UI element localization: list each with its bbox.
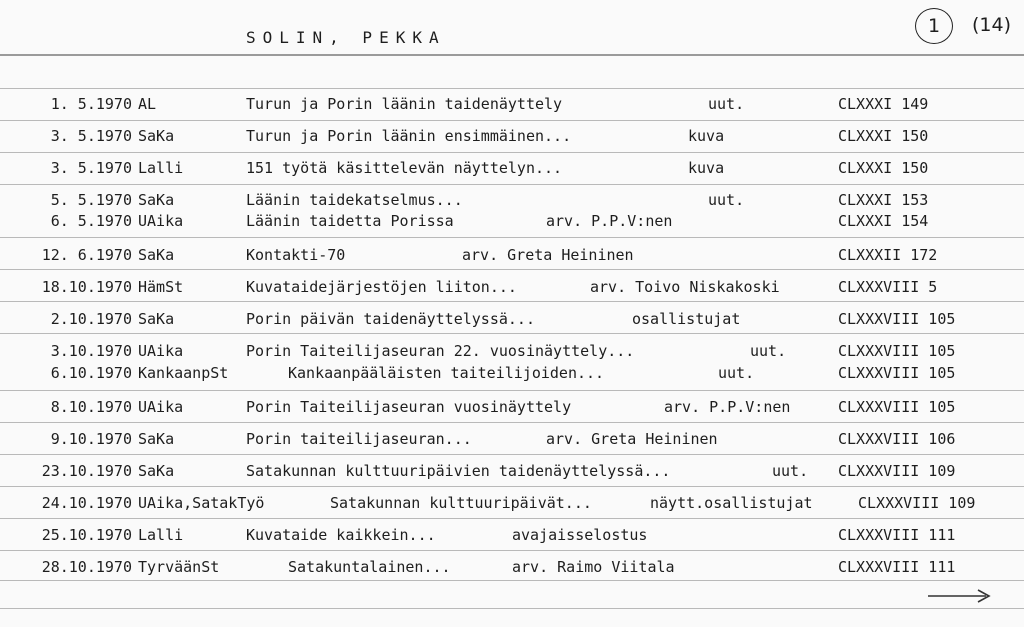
entry-date: 8.10.1970 [50, 398, 132, 416]
entry-row [0, 430, 1024, 452]
entry-source: SaKa [138, 127, 175, 145]
entry-title: Turun ja Porin läänin taidenäyttely [246, 95, 563, 113]
entry-row [0, 127, 1024, 149]
entry-source: UAika [138, 342, 184, 360]
entry-note: arv. P.P.V:nen [546, 212, 673, 230]
ruled-line [0, 422, 1024, 423]
entry-ref: CLXXXVIII 105 [838, 398, 956, 416]
entry-source: TyrväänSt [138, 558, 220, 576]
ruled-line [0, 518, 1024, 519]
entry-ref: CLXXXI 149 [838, 95, 929, 113]
entry-title: Porin Taiteilijaseuran 22. vuosinäyttely... [246, 342, 635, 360]
entry-title: Satakunnan kulttuuripäivien taidenäyttelyssä... [246, 462, 671, 480]
entry-row [0, 191, 1024, 213]
header-rule [0, 54, 1024, 56]
ruled-line [0, 237, 1024, 238]
entry-note: näytt.osallistujat [650, 494, 813, 512]
ruled-line [0, 301, 1024, 302]
card-number: 1 [915, 8, 953, 44]
entry-source: SaKa [138, 430, 175, 448]
entry-row [0, 364, 1024, 386]
entry-note: arv. P.P.V:nen [664, 398, 791, 416]
entry-title: Kankaanpääläisten taiteilijoiden... [288, 364, 605, 382]
entry-source: AL [138, 95, 157, 113]
entry-date: 23.10.1970 [41, 462, 132, 480]
entry-title: Porin taiteilijaseuran... [246, 430, 472, 448]
ruled-line [0, 269, 1024, 270]
entry-date: 18.10.1970 [41, 278, 132, 296]
ruled-line [0, 390, 1024, 391]
entry-ref: CLXXXVIII 106 [838, 430, 956, 448]
entry-source: SaKa [138, 246, 175, 264]
ruled-line [0, 486, 1024, 487]
person-name: SOLIN, PEKKA [246, 28, 446, 47]
entry-source: KankaanpSt [138, 364, 229, 382]
entry-ref: CLXXXVIII 109 [858, 494, 976, 512]
entry-source: UAika [138, 398, 184, 416]
entry-row [0, 398, 1024, 420]
entry-row [0, 494, 1024, 516]
ruled-line [0, 88, 1024, 89]
entry-title: Läänin taidekatselmus... [246, 191, 463, 209]
ruled-line [0, 184, 1024, 185]
entry-title: Porin päivän taidenäyttelyssä... [246, 310, 535, 328]
entry-ref: CLXXXI 153 [838, 191, 929, 209]
entry-date: 28.10.1970 [41, 558, 132, 576]
entry-note: arv. Raimo Viitala [512, 558, 675, 576]
entry-date: 1. 5.1970 [50, 95, 132, 113]
entry-date: 3. 5.1970 [50, 127, 132, 145]
entry-date: 5. 5.1970 [50, 191, 132, 209]
entry-title: Porin Taiteilijaseuran vuosinäyttely [246, 398, 572, 416]
entry-note: avajaisselostus [512, 526, 648, 544]
entry-note: arv. Greta Heininen [546, 430, 718, 448]
entry-date: 2.10.1970 [50, 310, 132, 328]
entry-row [0, 278, 1024, 300]
entry-note: kuva [688, 159, 725, 177]
ruled-line [0, 454, 1024, 455]
entry-title: Kuvataide kaikkein... [246, 526, 436, 544]
entry-row [0, 95, 1024, 117]
entry-date: 25.10.1970 [41, 526, 132, 544]
entry-note: osallistujat [632, 310, 741, 328]
entry-ref: CLXXXI 150 [838, 159, 929, 177]
ruled-line [0, 152, 1024, 153]
entry-ref: CLXXXVIII 105 [838, 310, 956, 328]
entry-ref: CLXXXI 154 [838, 212, 929, 230]
entry-row [0, 526, 1024, 548]
entry-row [0, 212, 1024, 234]
entry-note: arv. Greta Heininen [462, 246, 634, 264]
entry-row [0, 342, 1024, 364]
entry-row [0, 310, 1024, 332]
ruled-line [0, 120, 1024, 121]
entry-title: Satakuntalainen... [288, 558, 451, 576]
entry-note: uut. [772, 462, 809, 480]
entry-source: SaKa [138, 462, 175, 480]
entry-title: 151 työtä käsittelevän näyttelyn... [246, 159, 563, 177]
entry-row [0, 462, 1024, 484]
entry-title: Satakunnan kulttuuripäivät... [330, 494, 592, 512]
entry-note: arv. Toivo Niskakoski [590, 278, 780, 296]
entry-note: uut. [750, 342, 787, 360]
entry-ref: CLXXXVIII 109 [838, 462, 956, 480]
entry-source: SaKa [138, 191, 175, 209]
entry-row [0, 558, 1024, 580]
entry-date: 6. 5.1970 [50, 212, 132, 230]
entry-date: 6.10.1970 [50, 364, 132, 382]
entry-note: uut. [708, 95, 745, 113]
ruled-line [0, 550, 1024, 551]
entry-source: SaKa [138, 310, 175, 328]
entry-ref: CLXXXI 150 [838, 127, 929, 145]
ruled-line [0, 333, 1024, 334]
entry-date: 3.10.1970 [50, 342, 132, 360]
entry-title: Kuvataidejärjestöjen liiton... [246, 278, 517, 296]
entry-source: UAika [138, 212, 184, 230]
entry-note: uut. [708, 191, 745, 209]
entry-source: Lalli [138, 526, 184, 544]
ruled-line [0, 608, 1024, 609]
entry-row [0, 159, 1024, 181]
entry-note: uut. [718, 364, 755, 382]
entry-date: 9.10.1970 [50, 430, 132, 448]
entry-ref: CLXXXII 172 [838, 246, 938, 264]
entry-date: 24.10.1970 [41, 494, 132, 512]
entry-source: HämSt [138, 278, 184, 296]
entry-date: 3. 5.1970 [50, 159, 132, 177]
entry-ref: CLXXXVIII 105 [838, 342, 956, 360]
entry-date: 12. 6.1970 [41, 246, 132, 264]
entry-title: Turun ja Porin läänin ensimmäinen... [246, 127, 572, 145]
right-arrow-icon [926, 587, 992, 605]
entry-source: UAika,SatakTyö [138, 494, 265, 512]
ruled-line [0, 580, 1024, 581]
entry-ref: CLXXXVIII 111 [838, 526, 956, 544]
entry-source: Lalli [138, 159, 184, 177]
entry-ref: CLXXXVIII 111 [838, 558, 956, 576]
card-count: (14) [972, 14, 1012, 36]
entry-row [0, 246, 1024, 268]
entry-title: Kontakti-70 [246, 246, 346, 264]
entry-title: Läänin taidetta Porissa [246, 212, 454, 230]
entry-ref: CLXXXVIII 105 [838, 364, 956, 382]
entry-ref: CLXXXVIII 5 [838, 278, 938, 296]
entry-note: kuva [688, 127, 725, 145]
